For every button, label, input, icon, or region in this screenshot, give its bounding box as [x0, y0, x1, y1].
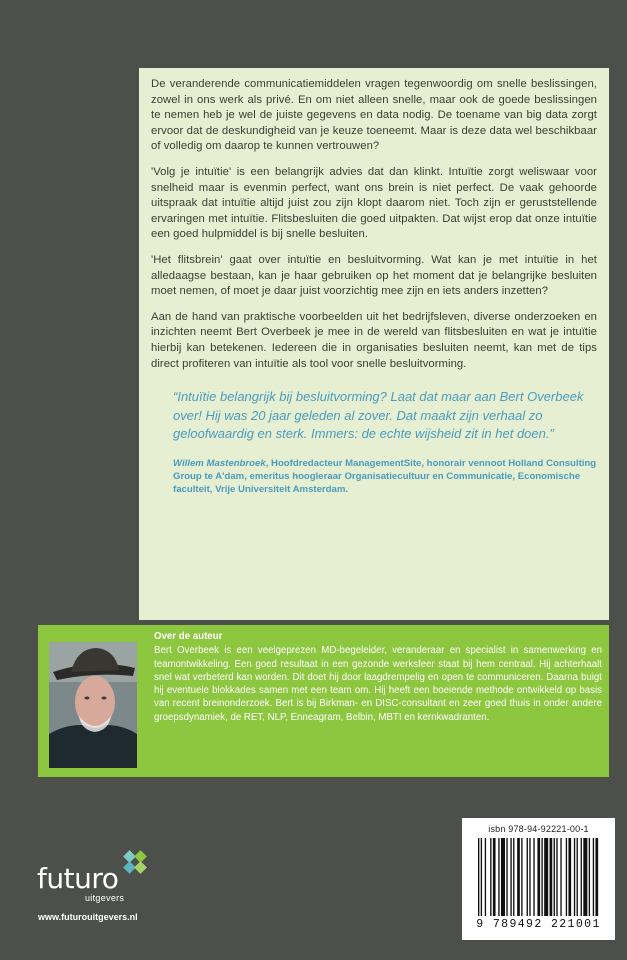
publisher-website: www.futurouitgevers.nl [38, 912, 138, 922]
author-bio-block [154, 630, 602, 724]
author-section [38, 625, 609, 777]
blurb-paragraph-4: Aan de hand van praktische voorbeelden uit het bedrijfsleven, diverse onderzoeken en inzichten neemt Bert Overbeek je mee in de wereld van flitsbesluiten en wat je intuïtie hierbij kan betekenen. Iedereen die in organisaties besluiten neemt, kan met de tips direct profiteren van intuïtie als tool voor snelle besluitvorming. [151, 310, 597, 370]
publisher-logo-wordmark: futuro [37, 862, 119, 895]
blurb-paragraph-3: 'Het flitsbrein' gaat over intuïtie en besluitvorming. Wat kan je met intuïtie in het alledaagse bestaan, kan je haar gebruiken op het moment dat je belangrijke besluiten moet nemen, of moet je daar juist voorzichtig mee zijn en iets anders inzetten? [151, 253, 597, 298]
blurb-paragraph-1: De veranderende communicatiemiddelen vragen tegenwoordig om snelle beslissingen, zowel in ons werk als privé. En om niet alleen snelle, maar ook de goede beslissingen te nemen heb je wel de juiste gegevens en data nodig. De toename van big data zorgt ervoor dat de deskundigheid van je keuze toeneemt. Maar is deze data wel beschikbaar of volledig om daarop te kunnen vertrouwen? [151, 78, 597, 153]
blurb-panel [139, 68, 609, 620]
author-heading: Over de auteur [154, 631, 223, 642]
isbn-barcode [462, 818, 615, 940]
endorsement-quote: “Intuïtie belangrijk bij besluitvorming? Laat dat maar aan Bert Overbeek over! Hij was 20 jaar geleden al zover. Dat maakt zijn verhaal zo geloofwaardig en sterk. Immers: de echte wijsheid zit in het doen.” [173, 389, 584, 442]
endorser-titles: , Hoofdredacteur ManagementSite, honorair vennoot Holland Consulting Group te A'dam, emeritus hoogleraar Organisatiecultuur en Communicatie, Economische faculteit, Vrije Universiteit Amsterdam. [173, 457, 597, 495]
endorser-name: Willem Mastenbroek [173, 457, 266, 469]
author-photo [49, 642, 137, 768]
barcode-digits: 9 789492 221001 [476, 918, 601, 931]
endorsement-attribution [173, 457, 597, 496]
futuro-logo-icon [123, 850, 147, 874]
author-bio: Bert Overbeek is een veelgeprezen MD-begeleider, veranderaar en specialist in samenwerking en teamontwikkeling. Een goed resultaat in een gezonde werksfeer staat bij hem centraal. Hij achterhaalt snel wat verbeterd kan worden. Dit doet hij door laagdrempelig en open te communiceren. Daarna buigt hij eventuele blokkades samen met een team om. Hij heeft een boeiende methode ontwikkeld op basis van recent breinonderzoek. Bert is bij Birkman- en DISC-consultant en zeer goed thuis in onder andere groepsdynamiek, de RET, NLP, Enneagram, Belbin, MBTI en kernkwadranten. [154, 645, 602, 723]
publisher-logo [37, 850, 157, 905]
isbn-label: isbn 978-94-92221-00-1 [488, 824, 589, 834]
barcode [476, 838, 601, 918]
publisher-logo-subtitle: uitgevers [85, 893, 125, 903]
blurb-paragraph-2: 'Volg je intuïtie' is een belangrijk advies dat dan klinkt. Intuïtie zorgt weliswaar voor snelheid maar is evenmin perfect, want ons brein is niet perfect. De vaak gehoorde uitspraak dat intuïtie altijd juist zou zijn klopt daarom niet. Toch zijn er geruststellende ervaringen met intuïtie. Flitsbesluiten die goed uitpakten. Dat wijst erop dat onze intuïtie een goed hulpmiddel is bij snelle besluiten. [151, 165, 597, 241]
